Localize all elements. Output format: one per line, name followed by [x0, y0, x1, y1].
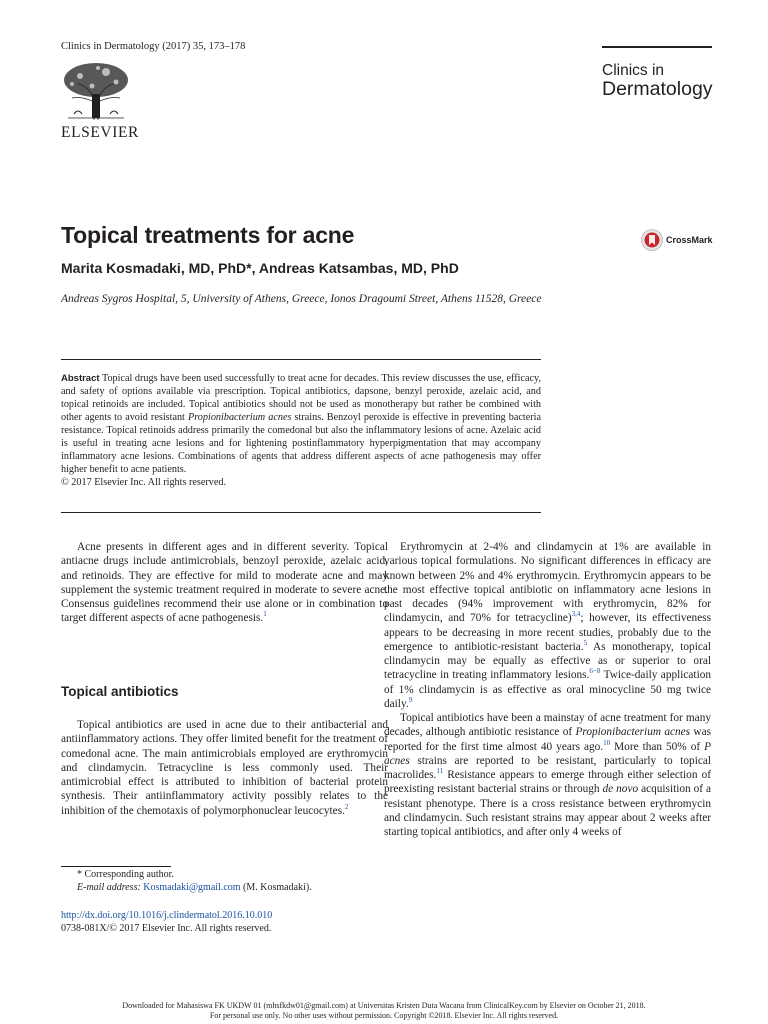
abstract-species: Propionibacterium acnes: [188, 412, 292, 423]
journal-name: [602, 62, 713, 98]
abstract-text-continued: strains. Benzoyl peroxide is effective in preventing bacteria resistance. Topical retinoids address primarily the comedonal but also the inflammatory lesions of acne. Azelaic acid is useful in treating acne lesions and for lightening postinflammatory hyperpigmentation that may accompany inflammatory acne lesions. Combinations of agents that address different aspects of acne pathogenesis may offer higher benefit to acne patients.: [61, 412, 541, 475]
citation-link[interactable]: 6−8: [589, 667, 601, 676]
crossmark-label: CrossMark: [666, 235, 713, 245]
right-column: [384, 540, 711, 839]
antibiotics-paragraph: [61, 718, 388, 818]
citation-link[interactable]: 11: [436, 767, 444, 776]
issn-copyright: 0738-081X/© 2017 Elsevier Inc. All rights reserved.: [61, 922, 272, 934]
abstract-copyright: © 2017 Elsevier Inc. All rights reserved.: [61, 477, 227, 488]
author-affiliation: Andreas Sygros Hospital, 5, University of Athens, Greece, Ionos Dragoumi Street, Athens 11528, Greece: [61, 293, 542, 305]
crossmark-badge[interactable]: [641, 229, 713, 251]
abstract: [61, 372, 541, 489]
intro-paragraph: [61, 540, 388, 626]
download-line2: For personal use only. No other uses without permission. Copyright ©2018. Elsevier Inc. All rights reserved.: [209, 1011, 559, 1020]
journal-name-line1: Clinics in: [602, 62, 665, 79]
email-line: [61, 881, 312, 894]
publisher-name: ELSEVIER: [61, 124, 139, 141]
doi-link[interactable]: http://dx.doi.org/10.1016/j.clindermatol.2016.10.010: [61, 910, 273, 921]
elsevier-tree-logo: [58, 60, 134, 122]
citation-link[interactable]: 9: [408, 695, 413, 704]
citation-link[interactable]: 10: [603, 738, 611, 747]
email-label: E-mail address:: [77, 882, 141, 893]
article-title: Topical treatments for acne: [61, 222, 355, 248]
footnote-rule: [61, 866, 171, 867]
journal-name-line2: Dermatology: [602, 78, 713, 100]
citation-link[interactable]: 3,4: [571, 610, 581, 619]
citation-link[interactable]: 5: [583, 638, 588, 647]
journal-reference: Clinics in Dermatology (2017) 35, 173–178: [61, 41, 246, 52]
email-link[interactable]: Kosmadaki@gmail.com: [143, 882, 241, 893]
article-authors: Marita Kosmadaki, MD, PhD*, Andreas Katsambas, MD, PhD: [61, 260, 459, 276]
citation-link[interactable]: 1: [263, 610, 267, 619]
antibiotics-text: Topical antibiotics are used in acne due to their antibacterial and antiinflammatory actions. They offer limited benefit for the treatment of comedonal acne. The main antimicrobials employed are erythromycin and clindamycin. Tetracycline is less commonly used. Their antimicrobial effect is attributed to inhibition of bacterial protein synthesis. Their antiinflammatory activity possibly relates to the inhibition of the chemotaxis of polymorphonuclear leucocytes.: [61, 719, 388, 817]
journal-name-rule: [602, 46, 712, 48]
abstract-top-rule: [61, 359, 541, 360]
corresponding-author-note: * Corresponding author.: [77, 869, 174, 880]
abstract-label: Abstract: [61, 373, 100, 384]
download-notice: [0, 1001, 768, 1021]
crossmark-icon: [641, 229, 663, 251]
abstract-bottom-rule: [61, 512, 541, 513]
doi-block: [61, 910, 272, 935]
intro-text: Acne presents in different ages and in different severity. Topical antiacne drugs include antimicrobials, benzoyl peroxide, azelaic acid, and retinoids. They are effective for mild to moderate acne and may supplement the systemic treatment required in moderate to severe acne. Consensus guidelines recommend their use alone or in combination to target different aspects of acne pathogenesis.: [61, 541, 388, 625]
download-line1: Downloaded for Mahasiswa FK UKDW 01 (mhsfkdw01@gmail.com) at Universitas Kristen Duta Wacana from ClinicalKey.com by Elsevier on October 21, 2018.: [122, 1001, 646, 1010]
erythromycin-paragraph: Erythromycin at 2-4% and clindamycin at 1% are available in various topical formulations. No significant differences in efficacy are known between 2% and 4% erythromycin. Erythromycin appears to be the most effective topical antibiotic on inflammatory acne lesions in past decades (94% improvement with erythromycin, 82% for clindamycin, and 70% for tetracycline)$^{3,4}$; however, its effectiveness appears to be decreasing in more recent studies, probably due to the emergence to antibiotic-resistant bacteria.$^5$ As monotherapy, topical clindamycin may be equally as effective as or superior to oral tetracycline in treating inflammatory lesions.$^{6-8}$ Twice-daily application of 1% clindamycin is as effective as oral minocycline 50 mg twice daily.$^9$: [384, 541, 711, 710]
citation-link[interactable]: 2: [344, 802, 349, 811]
abstract-text: Topical drugs have been used successfully to treat acne for decades. This review discusses the use, efficacy, and safety of options available via prescription. Topical antibiotics, dapsone, benzyl peroxide, azelaic acid, and topical retinoids are included. Topical antibiotics should not be used as monotherapy but rather be combined with other agents to avoid resistant: [61, 373, 541, 423]
email-owner: (M. Kosmadaki).: [243, 882, 312, 893]
resistance-paragraph: Topical antibiotics have been a mainstay of acne treatment for many decades, although antibiotic resistance of Propionibacterium acnes was reported for the first time almost 40 years ago.$^{10}$ More than 50% of P acnes strains are reported to be resistant, particularly to topical macrolides.$^{11}$ Resistance appears to emerge through either selection of preexisting resistant bacterial strains or through de novo acquisition of a resistant phenotype. There is a cross resistance between erythromycin and clindamycin. Such resistant strains may appear about 2 weeks after starting topical antibiotics, and after only 4 weeks of: [384, 712, 711, 838]
section-heading: Topical antibiotics: [61, 684, 179, 699]
footnote: [61, 868, 312, 894]
